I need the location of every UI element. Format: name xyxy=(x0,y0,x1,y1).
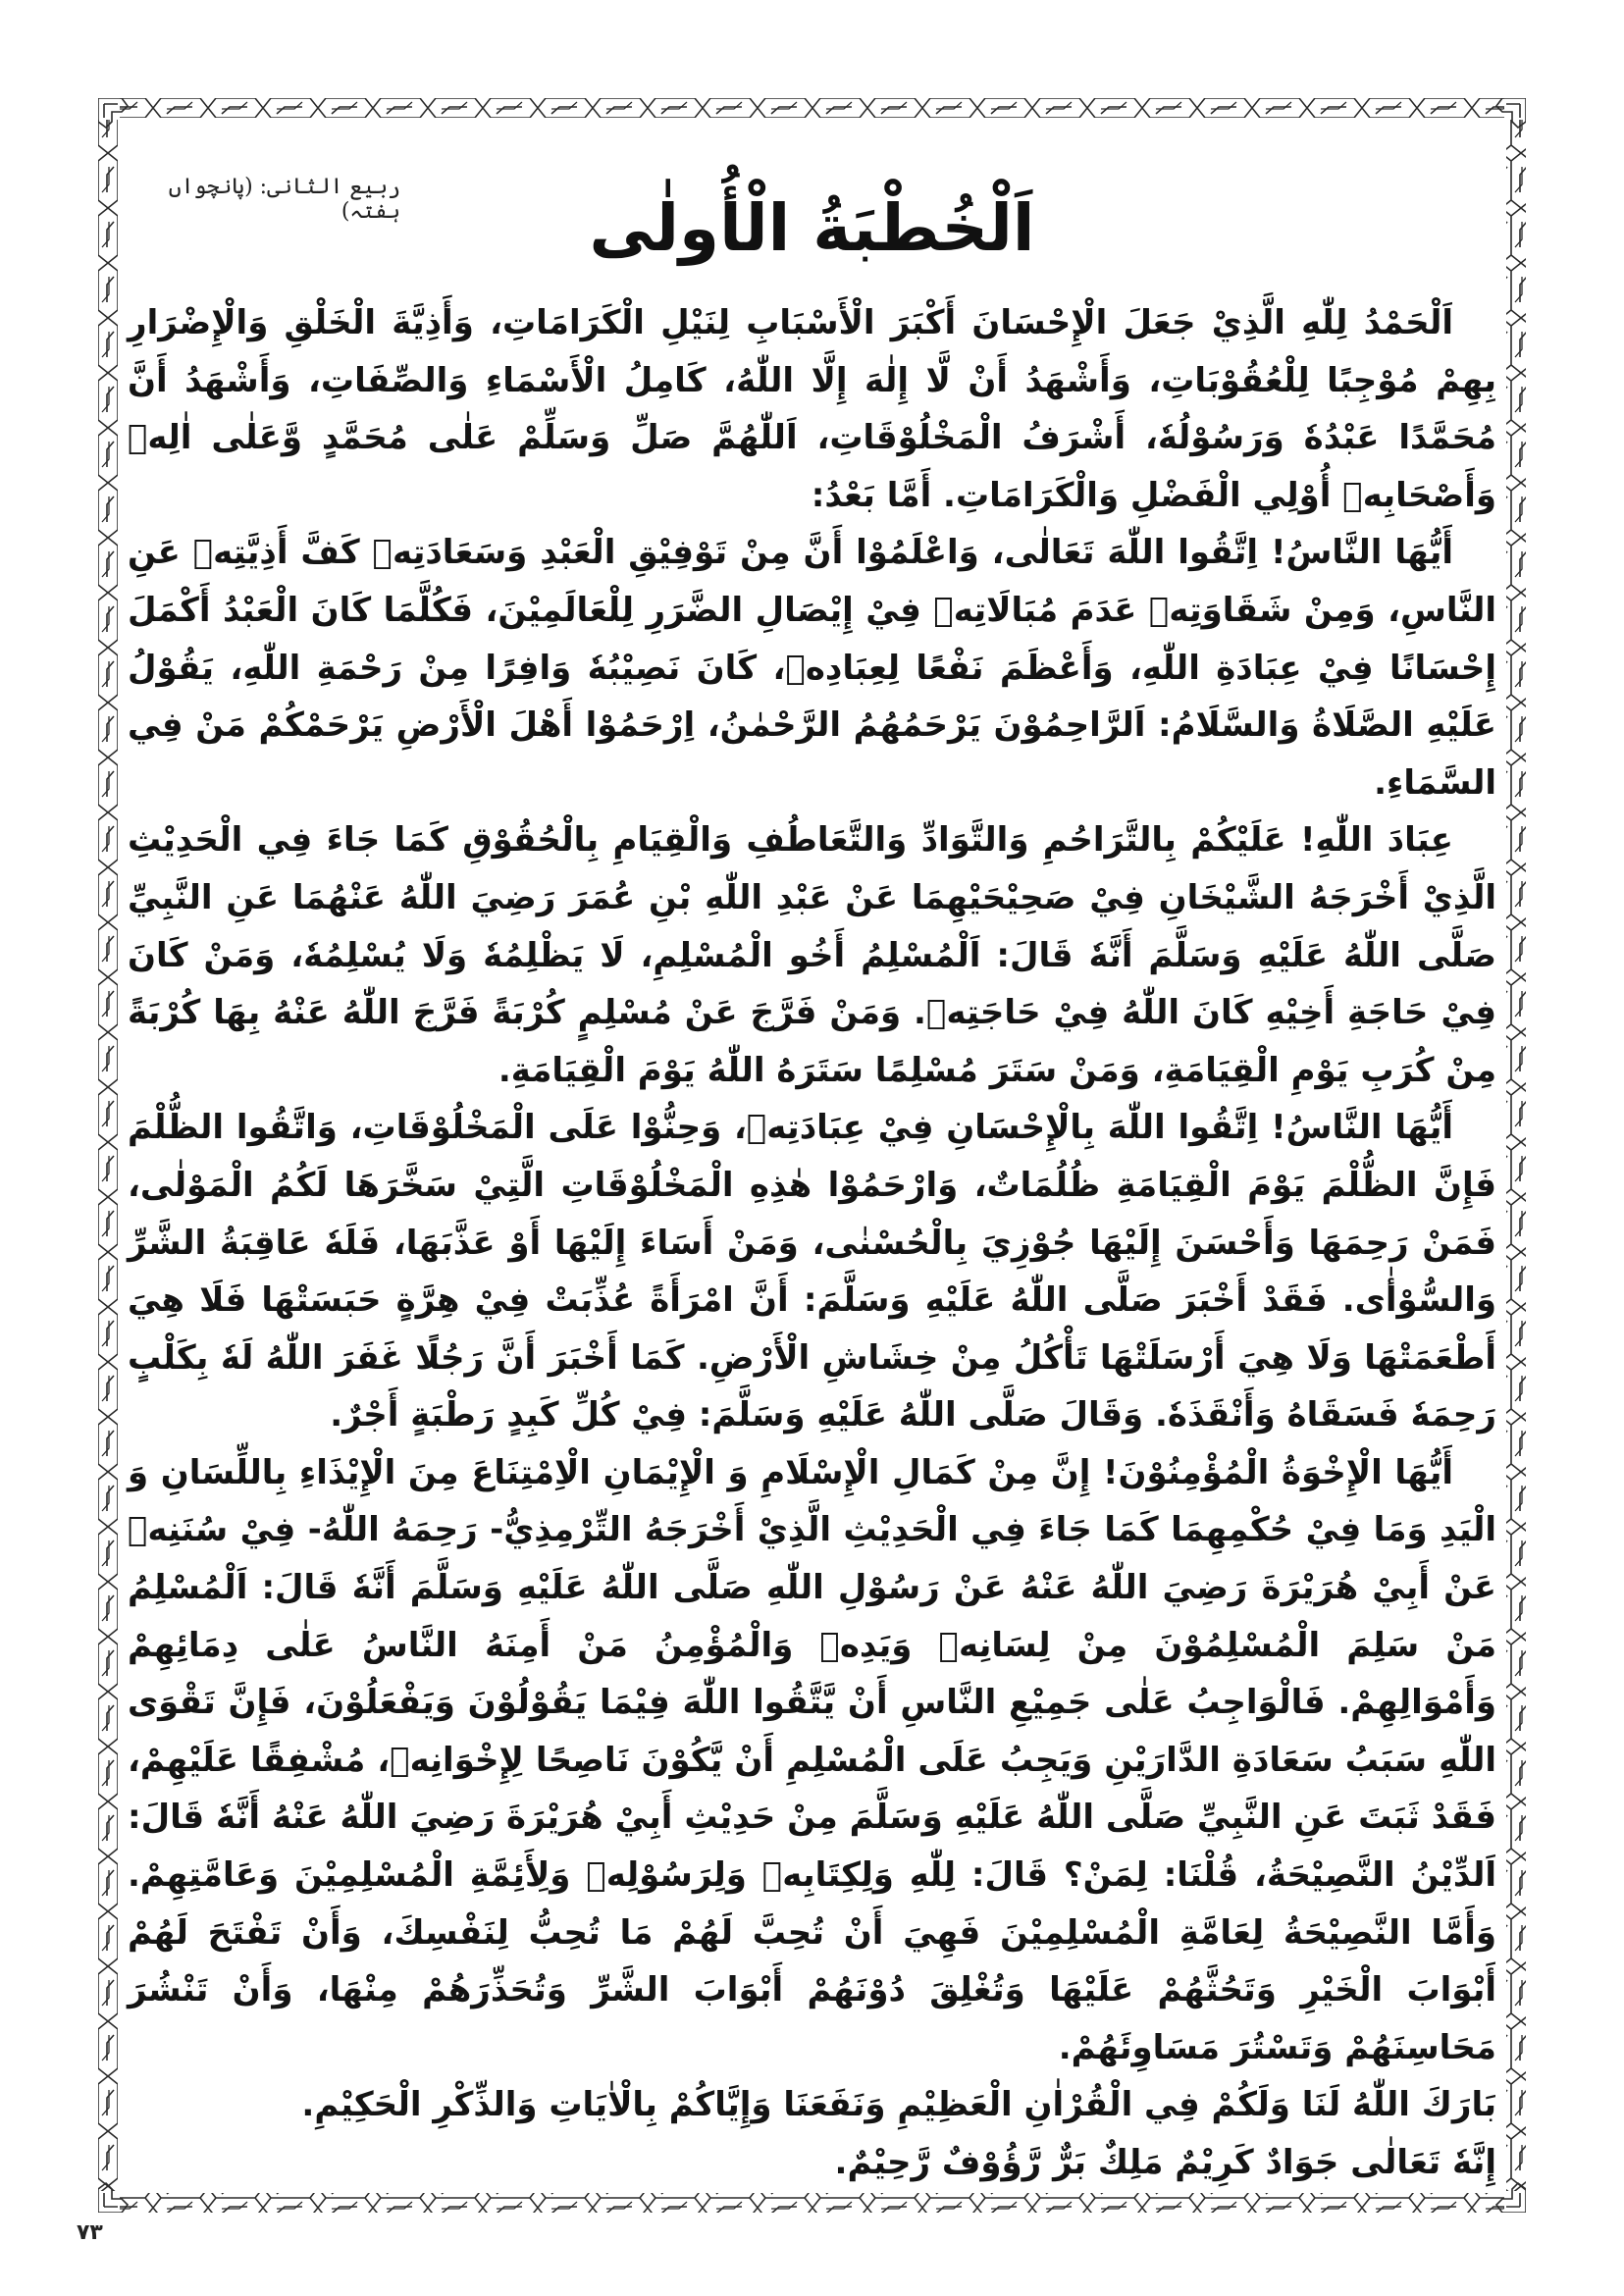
page-number: ۷۳ xyxy=(77,2220,103,2245)
paragraph-perfection-of-islam: أَيُّهَا الْإِخْوَةُ الْمُؤْمِنُوْنَ! إِنَّ مِنْ كَمَالِ الْإِسْلَامِ وَ الْإِيْمَانِ الْاِمْتِنَاعَ مِنَ الْإِيْذَاءِ بِاللِّسَانِ وَ الْيَدِ وَمَا فِيْ حُكْمِهِمَا كَمَا جَاءَ فِي الْحَدِيْثِ الَّذِيْ أَخْرَجَهُ التِّرْمِذِيُّ- رَحِمَهُ اللّٰهُ- فِيْ سُنَنِهٖ عَنْ أَبِيْ هُرَيْرَةَ رَضِيَ اللّٰهُ عَنْهُ عَنْ رَسُوْلِ اللّٰهِ صَلَّى اللّٰهُ عَلَيْهِ وَسَلَّمَ أَنَّهٗ قَالَ: اَلْمُسْلِمُ مَنْ سَلِمَ الْمُسْلِمُوْنَ مِنْ لِسَانِهٖ وَيَدِهٖ وَالْمُؤْمِنُ مَنْ أَمِنَهُ النَّاسُ عَلٰى دِمَائِهِمْ وَأَمْوَالِهِمْ. فَالْوَاجِبُ عَلٰى جَمِيْعِ النَّاسِ أَنْ يَّتَّقُوا اللّٰهَ فِيْمَا يَقُوْلُوْنَ وَيَفْعَلُوْنَ، فَإِنَّ تَقْوَى اللّٰهِ سَبَبُ سَعَادَةِ الدَّارَيْنِ وَيَجِبُ عَلَى الْمُسْلِمِ أَنْ يَّكُوْنَ نَاصِحًا لِإِخْوَانِهٖ، مُشْفِقًا عَلَيْهِمْ، فَقَدْ ثَبَتَ عَنِ النَّبِيِّ صَلَّى اللّٰهُ عَلَيْهِ وَسَلَّمَ مِنْ حَدِيْثِ أَبِيْ هُرَيْرَةَ رَضِيَ اللّٰهُ عَنْهُ أَنَّهٗ قَالَ: اَلدِّيْنُ النَّصِيْحَةُ، قُلْنَا: لِمَنْ؟ قَالَ: لِلّٰهِ وَلِكِتَابِهٖ وَلِرَسُوْلِهٖ وَلِأَئِمَّةِ الْمُسْلِمِيْنَ وَعَامَّتِهِمْ. وَأَمَّا النَّصِيْحَةُ لِعَامَّةِ الْمُسْلِمِيْنَ فَهِيَ أَنْ تُحِبَّ لَهُمْ مَا تُحِبُّ لِنَفْسِكَ، وَأَنْ تَفْتَحَ لَهُمْ أَبْوَابَ الْخَيْرِ وَتَحُثَّهُمْ عَلَيْهَا وَتُغْلِقَ دُوْنَهُمْ أَبْوَابَ الشَّرِّ وَتُحَذِّرَهُمْ مِنْهَا، وَأَنْ تَنْشُرَ مَحَاسِنَهُمْ وَتَسْتُرَ مَسَاوِئَهُمْ. xyxy=(128,1452,1496,2067)
closing-praise: إِنَّهٗ تَعَالٰى جَوَادٌ كَرِيْمٌ مَلِكٌ بَرٌّ رَّؤُوْفٌ رَّحِيْمٌ. xyxy=(834,2143,1496,2182)
closing-supplication: بَارَكَ اللّٰهُ لَنَا وَلَكُمْ فِي الْقُرْاٰنِ الْعَظِيْمِ وَنَفَعَنَا وَإِيَّاكُمْ بِالْاٰيَاتِ وَالذِّكْرِ الْحَكِيْمِ. xyxy=(301,2085,1496,2125)
sermon-body xyxy=(128,294,1496,2192)
paragraph-opening-praise: اَلْحَمْدُ لِلّٰهِ الَّذِيْ جَعَلَ الْإِحْسَانَ أَكْبَرَ الْأَسْبَابِ لِنَيْلِ الْكَرَامَاتِ، وَأَذِيَّةَ الْخَلْقِ وَالْإِضْرَارِ بِهِمْ مُوْجِبًا لِلْعُقُوْبَاتِ، وَأَشْهَدُ أَنْ لَّا إِلٰهَ إِلَّا اللّٰهُ، كَامِلُ الْأَسْمَاءِ وَالصِّفَاتِ، وَأَشْهَدُ أَنَّ مُحَمَّدًا عَبْدُهٗ وَرَسُوْلُهٗ، أَشْرَفُ الْمَخْلُوْقَاتِ، اَللّٰهُمَّ صَلِّ وَسَلِّمْ عَلٰى مُحَمَّدٍ وَّعَلٰى اٰلِهٖ وَأَصْحَابِهٖ أُوْلِي الْفَضْلِ وَالْكَرَامَاتِ. أَمَّا بَعْدُ: xyxy=(128,303,1496,515)
paragraph-mutual-mercy-hadith: عِبَادَ اللّٰهِ! عَلَيْكُمْ بِالتَّرَاحُمِ وَالتَّوَادِّ وَالتَّعَاطُفِ وَالْقِيَامِ بِالْحُقُوْقِ كَمَا جَاءَ فِي الْحَدِيْثِ الَّذِيْ أَخْرَجَهُ الشَّيْخَانِ فِيْ صَحِيْحَيْهِمَا عَنْ عَبْدِ اللّٰهِ بْنِ عُمَرَ رَضِيَ اللّٰهُ عَنْهُمَا عَنِ النَّبِيِّ صَلَّى اللّٰهُ عَلَيْهِ وَسَلَّمَ أَنَّهٗ قَالَ: اَلْمُسْلِمُ أَخُو الْمُسْلِمِ، لَا يَظْلِمُهٗ وَلَا يُسْلِمُهٗ، وَمَنْ كَانَ فِيْ حَاجَةِ أَخِيْهِ كَانَ اللّٰهُ فِيْ حَاجَتِهٖ. وَمَنْ فَرَّجَ عَنْ مُسْلِمٍ كُرْبَةً فَرَّجَ اللّٰهُ عَنْهُ بِهَا كُرْبَةً مِنْ كُرَبِ يَوْمِ الْقِيَامَةِ، وَمَنْ سَتَرَ مُسْلِمًا سَتَرَهُ اللّٰهُ يَوْمَ الْقِيَامَةِ. xyxy=(128,820,1496,1090)
week-note: ربیع الثانی: (پانچواں ہفتہ) xyxy=(168,175,400,224)
paragraph-mercy-to-creatures: أَيُّهَا النَّاسُ! اِتَّقُوا اللّٰهَ بِالْإِحْسَانِ فِيْ عِبَادَتِهٖ، وَحِنُّوْا عَلَى الْمَخْلُوْقَاتِ، وَاتَّقُوا الظُّلْمَ فَإِنَّ الظُّلْمَ يَوْمَ الْقِيَامَةِ ظُلُمَاتٌ، وَارْحَمُوْا هٰذِهِ الْمَخْلُوْقَاتِ الَّتِيْ سَخَّرَهَا لَكُمُ الْمَوْلٰى، فَمَنْ رَحِمَهَا وَأَحْسَنَ إِلَيْهَا جُوْزِيَ بِالْحُسْنٰى، وَمَنْ أَسَاءَ إِلَيْهَا أَوْ عَذَّبَهَا، فَلَهٗ عَاقِبَةُ الشَّرِّ وَالسُّوْأٰى. فَقَدْ أَخْبَرَ صَلَّى اللّٰهُ عَلَيْهِ وَسَلَّمَ: أَنَّ امْرَأَةً عُذِّبَتْ فِيْ هِرَّةٍ حَبَسَتْهَا فَلَا هِيَ أَطْعَمَتْهَا وَلَا هِيَ أَرْسَلَتْهَا تَأْكُلُ مِنْ خِشَاشِ الْأَرْضِ. كَمَا أَخْبَرَ أَنَّ رَجُلًا غَفَرَ اللّٰهُ لَهٗ بِكَلْبٍ رَحِمَهٗ فَسَقَاهُ وَأَنْقَذَهٗ. وَقَالَ صَلَّى اللّٰهُ عَلَيْهِ وَسَلَّمَ: فِيْ كُلِّ كَبِدٍ رَطْبَةٍ أَجْرٌ. xyxy=(128,1108,1496,1435)
page-title: اَلْخُطْبَةُ الْأُولٰى xyxy=(589,190,1035,267)
paragraph-kindness-to-people: أَيُّهَا النَّاسُ! اِتَّقُوا اللّٰهَ تَعَالٰى، وَاعْلَمُوْا أَنَّ مِنْ تَوْفِيْقِ الْعَبْدِ وَسَعَادَتِهٖ كَفَّ أَذِيَّتِهٖ عَنِ النَّاسِ، وَمِنْ شَقَاوَتِهٖ عَدَمَ مُبَالَاتِهٖ فِيْ إِيْصَالِ الضَّرَرِ لِلْعَالَمِيْنَ، فَكُلَّمَا كَانَ الْعَبْدُ أَكْمَلَ إِحْسَانًا فِيْ عِبَادَةِ اللّٰهِ، وَأَعْظَمَ نَفْعًا لِعِبَادِهٖ، كَانَ نَصِيْبُهٗ وَافِرًا مِنْ رَحْمَةِ اللّٰهِ، يَقُوْلُ عَلَيْهِ الصَّلَاةُ وَالسَّلَامُ: اَلرَّاحِمُوْنَ يَرْحَمُهُمُ الرَّحْمٰنُ، اِرْحَمُوْا أَهْلَ الْأَرْضِ يَرْحَمْكُمْ مَنْ فِي السَّمَاءِ. xyxy=(128,533,1496,803)
